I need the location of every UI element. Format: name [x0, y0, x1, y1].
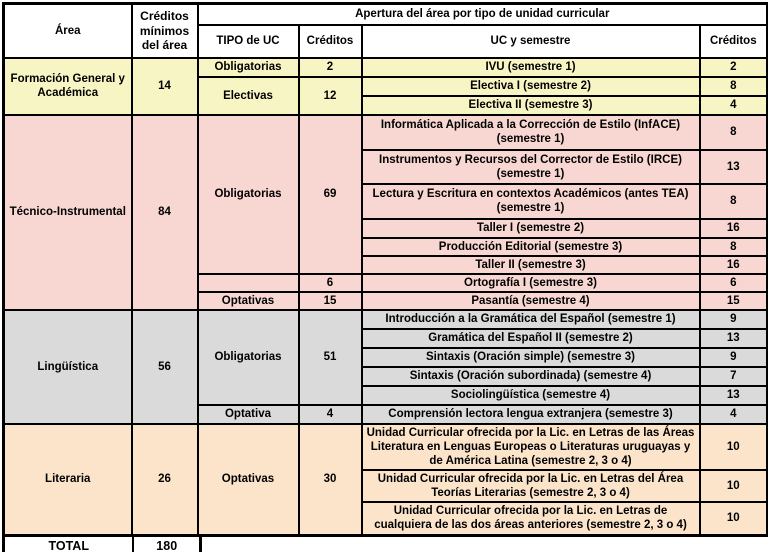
tipo-credits-cell: 15	[299, 292, 362, 310]
header-area: Área	[4, 4, 132, 58]
tipo-credits-cell: 69	[299, 115, 362, 274]
uc-cell: Taller II (semestre 3)	[362, 256, 700, 274]
min-credits-cell: 56	[132, 310, 198, 424]
uc-credits-cell: 6	[700, 274, 768, 292]
uc-credits-cell: 16	[700, 219, 768, 238]
header-uc-semestre: UC y semestre	[362, 25, 700, 58]
uc-credits-cell: 15	[700, 292, 768, 310]
uc-credits-cell: 10	[700, 502, 768, 536]
header-creditos: Créditos	[299, 25, 362, 58]
tipo-credits-cell: 4	[299, 405, 362, 424]
header-creditos-2: Créditos	[700, 25, 768, 58]
header-apertura: Apertura del área por tipo de unidad curricular	[198, 4, 768, 25]
uc-cell: Taller I (semestre 2)	[362, 219, 700, 238]
uc-credits-cell: 10	[700, 424, 768, 470]
uc-credits-cell: 8	[700, 238, 768, 256]
uc-cell: Ortografía I (semestre 3)	[362, 274, 700, 292]
uc-cell: Sociolingüística (semestre 4)	[362, 386, 700, 405]
tipo-uc-cell: Electivas	[198, 77, 299, 115]
uc-credits-cell: 2	[700, 58, 768, 77]
table-row	[4, 310, 768, 329]
tipo-credits-cell: 6	[299, 274, 362, 292]
area-name-cell: Literaria	[4, 424, 132, 536]
tipo-credits-cell: 12	[299, 77, 362, 115]
tipo-uc-cell: Obligatorias	[198, 58, 299, 77]
table-row	[4, 58, 768, 77]
uc-cell: Producción Editorial (semestre 3)	[362, 238, 700, 256]
tipo-uc-cell	[198, 274, 299, 292]
uc-credits-cell: 8	[700, 115, 768, 150]
uc-credits-cell: 13	[700, 150, 768, 184]
uc-credits-cell: 8	[700, 184, 768, 219]
tipo-credits-cell: 30	[299, 424, 362, 536]
uc-cell: Unidad Curricular ofrecida por la Lic. en Letras de las Áreas Literatura en Lenguas Europeas o Literaturas uruguayas y de América Latina (semestre 2, 3 o 4)	[362, 424, 700, 470]
total-label: TOTAL	[4, 536, 134, 552]
tipo-uc-cell: Obligatorias	[198, 310, 299, 405]
uc-credits-cell: 16	[700, 256, 768, 274]
uc-cell: Pasantía (semestre 4)	[362, 292, 700, 310]
header-row-1	[4, 4, 768, 25]
uc-cell: Lectura y Escritura en contextos Académicos (antes TEA) (semestre 1)	[362, 184, 700, 219]
tipo-uc-cell: Optativas	[198, 424, 299, 536]
uc-cell: Informática Aplicada a la Corrección de Estilo (InfACE) (semestre 1)	[362, 115, 700, 150]
uc-credits-cell: 4	[700, 96, 768, 115]
uc-cell: Gramática del Español II (semestre 2)	[362, 329, 700, 348]
uc-credits-cell: 13	[700, 329, 768, 348]
table-row	[4, 424, 768, 470]
min-credits-cell: 14	[132, 58, 198, 115]
uc-cell: Unidad Curricular ofrecida por la Lic. en Letras del Área Teorías Literarias (semestre 2, 3 o 4)	[362, 470, 700, 502]
uc-credits-cell: 7	[700, 367, 768, 386]
tipo-uc-cell: Optativas	[198, 292, 299, 310]
total-row	[4, 536, 201, 552]
uc-credits-cell: 13	[700, 386, 768, 405]
uc-credits-cell: 9	[700, 310, 768, 329]
table-row	[4, 115, 768, 150]
uc-credits-cell: 9	[700, 348, 768, 367]
uc-cell: Instrumentos y Recursos del Corrector de Estilo (IRCE) (semestre 1)	[362, 150, 700, 184]
header-tipo-uc: TIPO de UC	[198, 25, 299, 58]
area-name-cell: Lingüística	[4, 310, 132, 424]
min-credits-cell: 84	[132, 115, 198, 310]
uc-credits-cell: 8	[700, 77, 768, 96]
curriculum-table	[2, 2, 768, 537]
uc-cell: Introducción a la Gramática del Español (semestre 1)	[362, 310, 700, 329]
uc-cell: IVU (semestre 1)	[362, 58, 700, 77]
tipo-uc-cell: Obligatorias	[198, 115, 299, 274]
uc-cell: Sintaxis (Oración simple) (semestre 3)	[362, 348, 700, 367]
tipo-credits-cell: 2	[299, 58, 362, 77]
total-table	[2, 534, 202, 552]
min-credits-cell: 26	[132, 424, 198, 536]
uc-credits-cell: 10	[700, 470, 768, 502]
uc-cell: Unidad Curricular ofrecida por la Lic. en Letras de cualquiera de las dos áreas anteriores (semestre 2, 3 o 4)	[362, 502, 700, 536]
total-value: 180	[133, 536, 200, 552]
uc-cell: Sintaxis (Oración subordinada) (semestre 4)	[362, 367, 700, 386]
uc-cell: Electiva II (semestre 3)	[362, 96, 700, 115]
area-name-cell: Formación General y Académica	[4, 58, 132, 115]
area-name-cell: Técnico-Instrumental	[4, 115, 132, 310]
uc-cell: Comprensión lectora lengua extranjera (semestre 3)	[362, 405, 700, 424]
tipo-uc-cell: Optativa	[198, 405, 299, 424]
uc-credits-cell: 4	[700, 405, 768, 424]
tipo-credits-cell: 51	[299, 310, 362, 405]
header-min-credits: Créditos mínimos del área	[132, 4, 198, 58]
uc-cell: Electiva I (semestre 2)	[362, 77, 700, 96]
